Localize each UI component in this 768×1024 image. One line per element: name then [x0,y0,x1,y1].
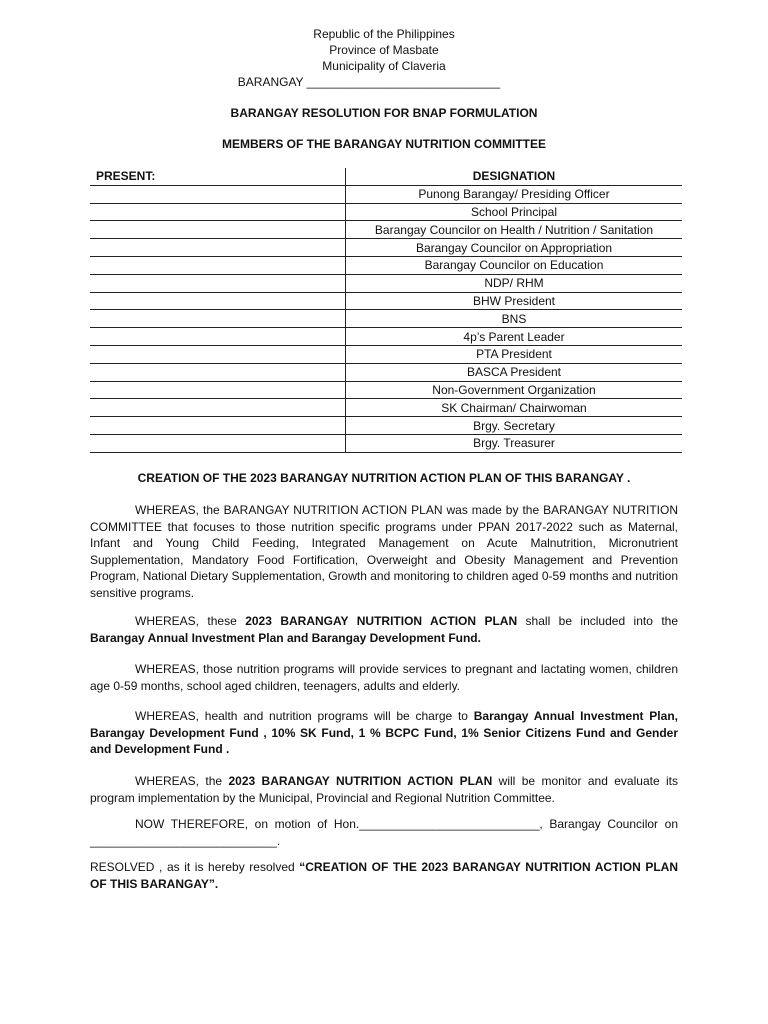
present-cell [90,274,346,292]
present-cell [90,221,346,239]
fund-names: Barangay Annual Investment Plan, Barangay Development Fund , 10% SK Fund, 1 % BCPC Fund, 1% Senior Citizens Fund and Gender and Development Fund . [90,709,678,756]
paragraph-text: shall be included into the [517,614,678,628]
paragraph-text: WHEREAS, these [135,614,246,628]
present-cell [90,328,346,346]
now-therefore-paragraph [90,816,678,849]
table-row [90,328,682,346]
designation-cell: PTA President [346,345,683,363]
header-barangay-line: BARANGAY _____________________________ [237,75,501,89]
present-cell [90,203,346,221]
whereas-paragraph-2 [90,613,678,646]
resolved-paragraph [90,859,678,892]
table-row [90,185,682,203]
designation-cell: Barangay Councilor on Appropriation [346,239,683,257]
present-cell [90,256,346,274]
resolution-statement: “CREATION OF THE 2023 BARANGAY NUTRITION ACTION PLAN OF THIS BARANGAY”. [90,860,679,891]
designation-cell: Brgy. Secretary [346,417,683,435]
table-row [90,274,682,292]
designation-cell: NDP/ RHM [346,274,683,292]
present-cell [90,399,346,417]
plan-name: 2023 BARANGAY NUTRITION ACTION PLAN [245,614,518,628]
designation-cell: SK Chairman/ Chairwoman [346,399,683,417]
plan-name: 2023 BARANGAY NUTRITION ACTION PLAN [228,774,493,788]
header-country: Republic of the Philippines [313,27,455,41]
present-cell [90,292,346,310]
table-header-row [90,168,682,185]
present-cell [90,381,346,399]
present-column-header: PRESENT: [90,168,346,185]
paragraph-text: RESOLVED , as it is hereby resolved [90,860,300,874]
designation-cell: BHW President [346,292,683,310]
document-header [0,26,768,90]
whereas-paragraph-5 [90,773,678,806]
members-title: MEMBERS OF THE BARANGAY NUTRITION COMMITTEE [221,137,546,151]
present-cell [90,185,346,203]
table-row [90,345,682,363]
designation-cell: BNS [346,310,683,328]
present-cell [90,417,346,435]
designation-cell: 4p’s Parent Leader [346,328,683,346]
paragraph-text: WHEREAS, those nutrition programs will provide services to pregnant and lactating women, children age 0-59 months, school aged children, teenagers, adults and elderly. [90,662,678,693]
present-cell [90,310,346,328]
table-row [90,221,682,239]
paragraph-text: will be monitor and evaluate its program implementation by the Municipal, Provincial and Regional Nutrition Committee. [90,774,679,805]
table-row [90,434,682,452]
header-municipality: Municipality of Claveria [322,59,446,73]
designation-cell: School Principal [346,203,683,221]
table-row [90,256,682,274]
table-row [90,310,682,328]
designation-cell: Punong Barangay/ Presiding Officer [346,185,683,203]
designation-cell: Non-Government Organization [346,381,683,399]
designation-cell: BASCA President [346,363,683,381]
whereas-paragraph-4 [90,708,678,758]
paragraph-text: WHEREAS, health and nutrition programs will be charge to [135,709,474,723]
table-row [90,381,682,399]
paragraph-text: WHEREAS, the [135,774,229,788]
resolution-title: BARANGAY RESOLUTION FOR BNAP FORMULATION [230,106,538,120]
paragraph-text: WHEREAS, the BARANGAY NUTRITION ACTION PLAN was made by the BARANGAY NUTRITION COMMITTEE that focuses to those nutrition specific programs under PPAN 2017-2022 such as Maternal, Infant and Young Child Feeding, Integrated Management on Acute Malnutrition, Micronutrient Supplementation, Mandatory Food Fortification, Overweight and Obesity Management and Prevention Program, National Dietary Supplementation, Growth and monitoring to children aged 0-59 months and nutrition sensitive programs. [90,503,678,600]
table-row [90,417,682,435]
designation-cell: Brgy. Treasurer [346,434,683,452]
header-province: Province of Masbate [329,43,439,57]
table-row [90,203,682,221]
present-cell [90,363,346,381]
fund-names: Barangay Annual Investment Plan and Barangay Development Fund. [90,630,481,645]
table-row [90,292,682,310]
present-cell [90,434,346,452]
table-row [90,363,682,381]
designation-column-header: DESIGNATION [346,168,683,185]
table-row [90,239,682,257]
creation-title: CREATION OF THE 2023 BARANGAY NUTRITION ACTION PLAN OF THIS BARANGAY . [137,471,631,485]
present-cell [90,239,346,257]
members-table [90,168,682,453]
paragraph-text: NOW THEREFORE, on motion of Hon.___________________________, Barangay Councilor on ____________________________. [90,817,678,848]
whereas-paragraph-1 [90,502,678,601]
present-cell [90,345,346,363]
designation-cell: Barangay Councilor on Education [346,256,683,274]
table-row [90,399,682,417]
designation-cell: Barangay Councilor on Health / Nutrition / Sanitation [346,221,683,239]
whereas-paragraph-3 [90,661,678,694]
